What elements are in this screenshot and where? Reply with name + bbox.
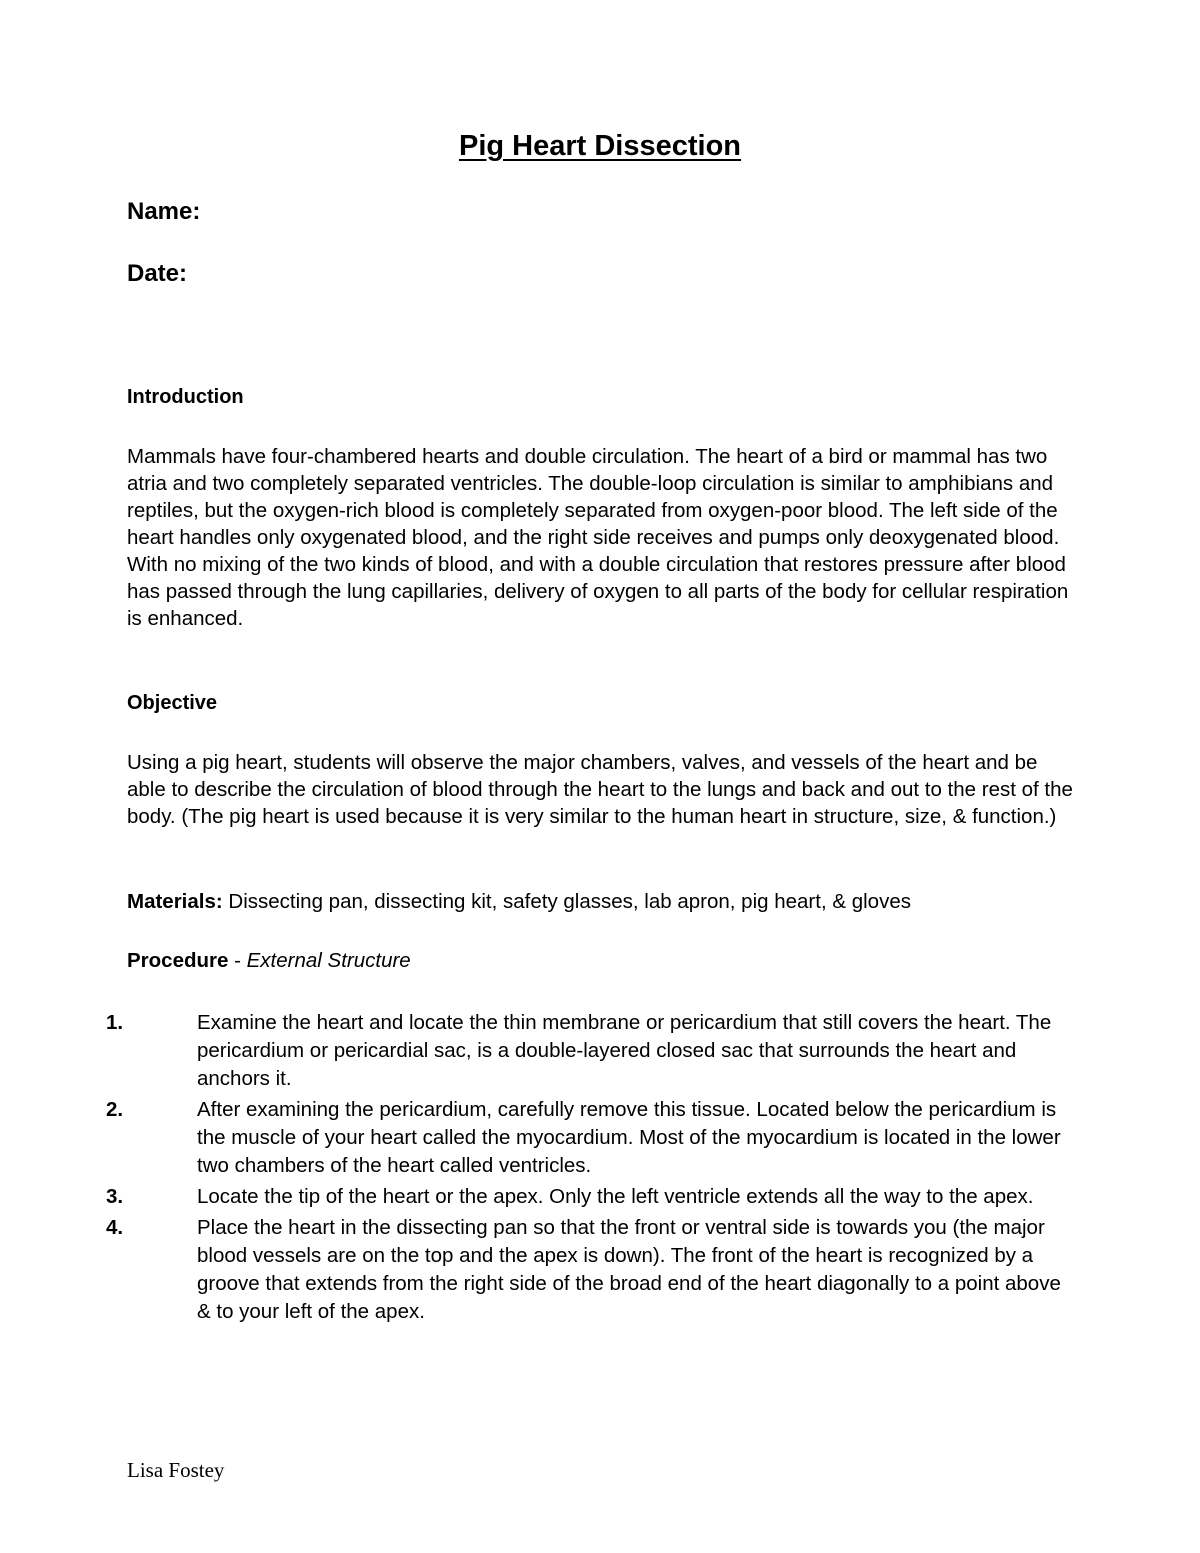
introduction-heading: Introduction (127, 386, 244, 408)
procedure-subtitle: External Structure (246, 949, 411, 972)
introduction-paragraph: Mammals have four-chambered hearts and double circulation. The heart of a bird or mammal has two atria and two completely separated ventricles. The double-loop circulation is similar to amphibians and reptiles, but the oxygen-rich blood is completely separated from oxygen-poor blood. The left side of the heart handles only oxygenated blood, and the right side receives and pumps only deoxygenated blood. With no mixing of the two kinds of blood, and with a double circulation that restores pressure after blood has passed through the lung capillaries, delivery of oxygen to all parts of the body for cellular respiration is enhanced. (127, 445, 1069, 630)
procedure-separator: - (228, 949, 247, 972)
date-label: Date: (127, 260, 188, 287)
materials-label: Materials: (127, 890, 223, 913)
name-label: Name: (127, 198, 201, 225)
procedure-steps-list (0, 1009, 1200, 1329)
procedure-step-1 (0, 1009, 1200, 1093)
step-text: After examining the pericardium, carefully remove this tissue. Located below the pericardium is the muscle of your heart called the myocardium. Most of the myocardium is located in the lower two chambers of the heart called ventricles. (197, 1098, 1061, 1177)
procedure-heading (127, 947, 411, 974)
step-number: 4. (106, 1216, 124, 1239)
materials-text: Dissecting pan, dissecting kit, safety glasses, lab apron, pig heart, & gloves (222, 890, 911, 913)
procedure-step-2 (0, 1096, 1200, 1180)
step-text: Place the heart in the dissecting pan so that the front or ventral side is towards you (the major blood vessels are on the top and the apex is down). The front of the heart is recognized by a groove that extends from the right side of the broad end of the heart diagonally to a point above & to your left of the apex. (197, 1216, 1061, 1323)
step-number: 2. (106, 1098, 124, 1121)
step-number: 1. (106, 1011, 124, 1034)
procedure-step-4 (0, 1214, 1200, 1326)
step-text: Examine the heart and locate the thin membrane or pericardium that still covers the heart. The pericardium or pericardial sac, is a double-layered closed sac that surrounds the heart and anchors it. (197, 1011, 1052, 1090)
materials-line (127, 888, 911, 915)
page-title: Pig Heart Dissection (458, 130, 742, 162)
footer-author: Lisa Fostey (127, 1458, 225, 1482)
procedure-step-3 (0, 1183, 1200, 1211)
objective-paragraph: Using a pig heart, students will observe the major chambers, valves, and vessels of the heart and be able to describe the circulation of blood through the heart to the lungs and back and out to the rest of the body. (The pig heart is used because it is very similar to the human heart in structure, size, & function.) (127, 751, 1073, 828)
objective-heading: Objective (127, 692, 218, 714)
procedure-label: Procedure (127, 949, 229, 972)
step-text: Locate the tip of the heart or the apex. Only the left ventricle extends all the way to the apex. (197, 1185, 1034, 1208)
step-number: 3. (106, 1185, 124, 1208)
